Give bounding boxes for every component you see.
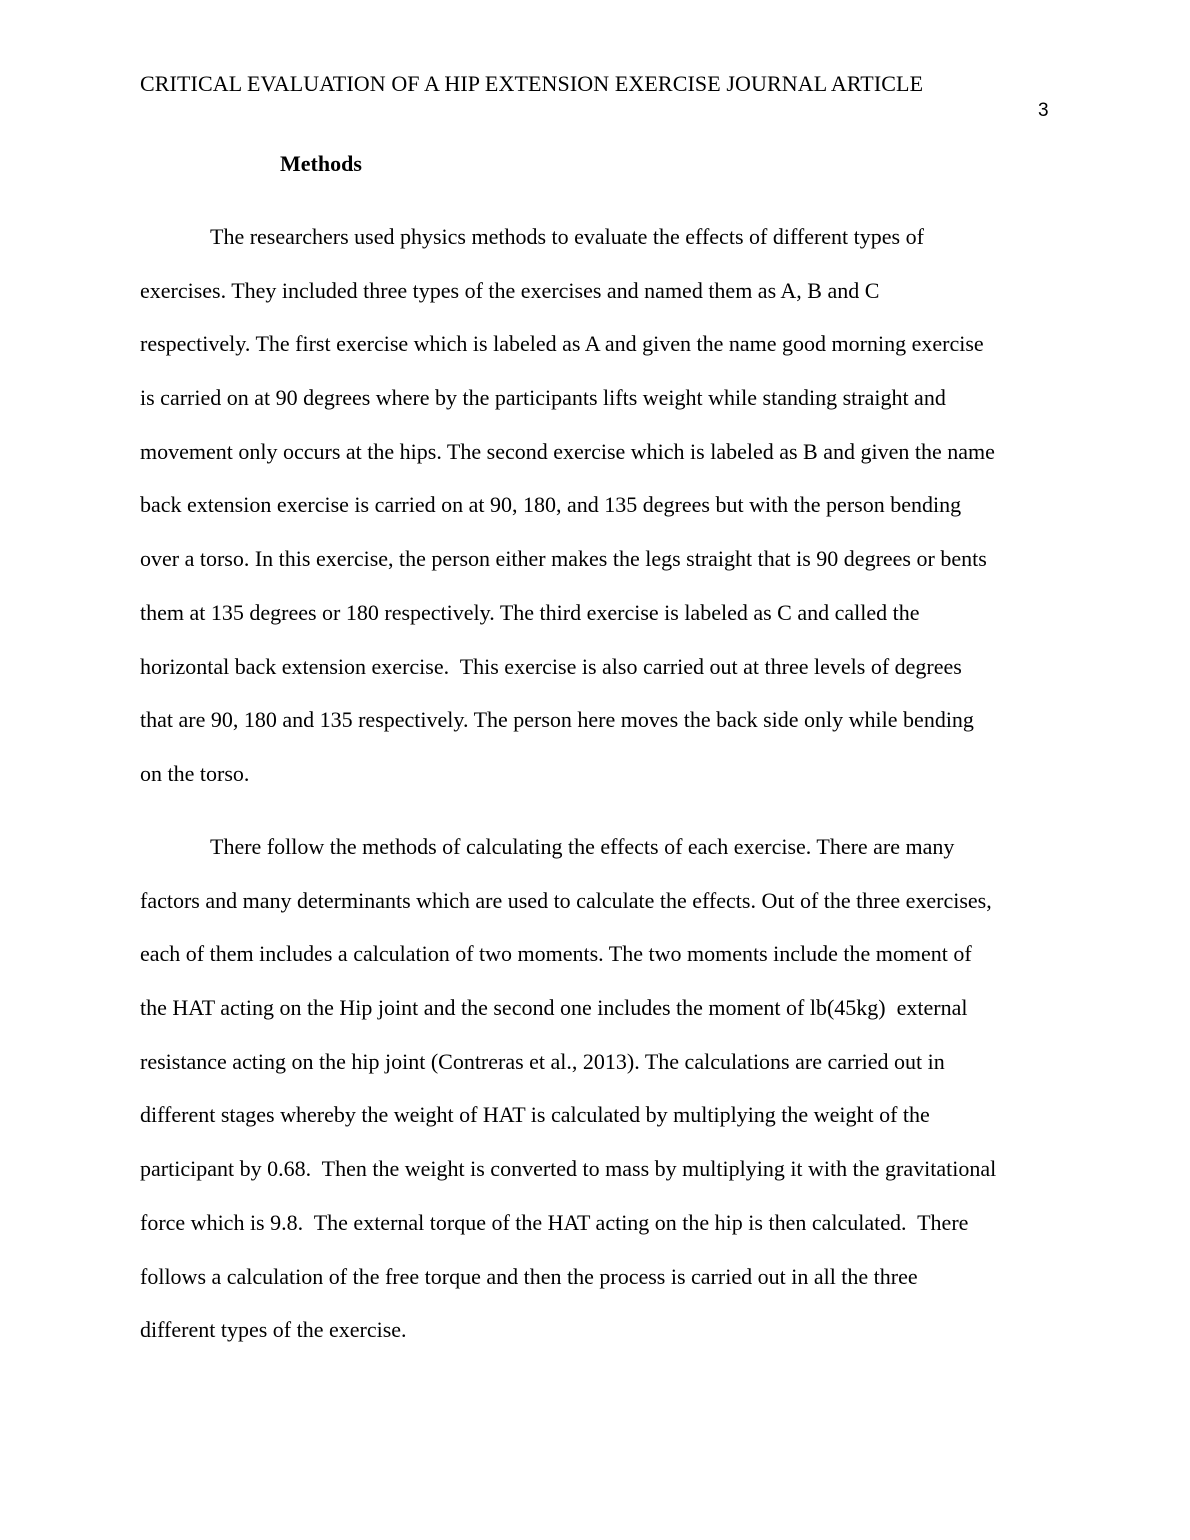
paragraph-line: different stages whereby the weight of HAT is calculated by multiplying the weight of the [140,1102,930,1128]
paragraph-line: that are 90, 180 and 135 respectively. The person here moves the back side only while bending [140,707,974,733]
paragraph-line: force which is 9.8. The external torque of the HAT acting on the hip is then calculated. There [140,1209,969,1235]
paragraph-line: on the torso. [140,760,250,786]
paragraph-line: different types of the exercise. [140,1317,407,1343]
paragraph-line: each of them includes a calculation of two moments. The two moments include the moment of [140,941,972,967]
paragraph-line: The researchers used physics methods to evaluate the effects of different types of [210,224,924,249]
paragraph-line: factors and many determinants which are used to calculate the effects. Out of the three exercises, [140,887,992,913]
paragraph-line: participant by 0.68. Then the weight is converted to mass by multiplying it with the gravitational [140,1156,997,1182]
paragraph-2 [140,833,1060,1370]
page-number: 3 [1038,100,1049,121]
paragraph-line: the HAT acting on the Hip joint and the second one includes the moment of lb(45kg) external [140,995,968,1021]
paragraph-line: follows a calculation of the free torque and then the process is carried out in all the three [140,1263,918,1289]
paragraph-line: back extension exercise is carried on at 90, 180, and 135 degrees but with the person bending [140,492,962,518]
paragraph-line: horizontal back extension exercise. This exercise is also carried out at three levels of degrees [140,653,962,679]
paragraph-line: exercises. They included three types of the exercises and named them as A, B and C [140,277,880,303]
section-heading: Methods [280,151,362,176]
paragraph-line: respectively. The first exercise which is labeled as A and given the name good morning exercise [140,331,984,357]
paragraph-line: them at 135 degrees or 180 respectively. The third exercise is labeled as C and called the [140,599,920,625]
paragraph-line: over a torso. In this exercise, the person either makes the legs straight that is 90 degrees or bents [140,546,987,572]
paragraph-line: movement only occurs at the hips. The second exercise which is labeled as B and given the name [140,438,995,464]
paragraph-line: resistance acting on the hip joint (Contreras et al., 2013). The calculations are carried out in [140,1048,945,1074]
running-head: CRITICAL EVALUATION OF A HIP EXTENSION EXERCISE JOURNAL ARTICLE [140,71,924,96]
paragraph-line: There follow the methods of calculating the effects of each exercise. There are many [210,834,955,859]
paragraph-line: is carried on at 90 degrees where by the participants lifts weight while standing straight and [140,385,946,411]
paragraph-1 [140,223,1060,814]
